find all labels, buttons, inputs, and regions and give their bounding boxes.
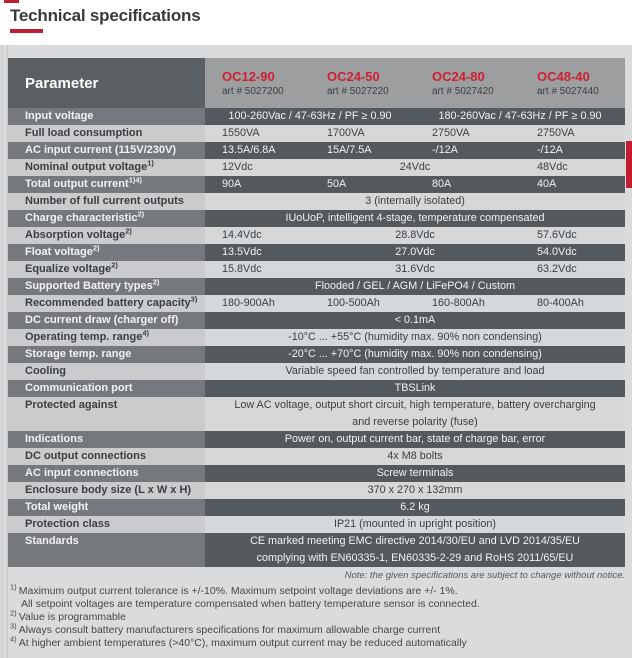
value-cell: 2750VA (537, 127, 575, 139)
table-row (8, 159, 625, 176)
row-label: Operating temp. range$^{4)}$ (8, 329, 205, 346)
row-values (205, 533, 625, 567)
row-values (205, 329, 625, 346)
row-label: Storage temp. range (8, 346, 205, 363)
row-label: Float voltage$^{2)}$ (8, 244, 205, 261)
table-row (8, 465, 625, 482)
model-column-oc48-40 (520, 58, 625, 108)
row-values (205, 465, 625, 482)
model-art-number: art # 5027420 (432, 85, 494, 97)
row-values (205, 346, 625, 363)
page-edge-decoration (0, 45, 8, 658)
table-row (8, 482, 625, 499)
model-art-number: art # 5027220 (327, 85, 389, 97)
footnote-line: $^{2)}$ Value is programmable (10, 608, 126, 623)
table-row (8, 210, 625, 227)
value-cell: -/12A (537, 144, 563, 156)
row-label: Indications (8, 431, 205, 448)
value-cell: 80-400Ah (537, 297, 584, 309)
row-label: Total output current$^{1)4)}$ (8, 176, 205, 193)
row-label: Cooling (8, 363, 205, 380)
table-row (8, 261, 625, 278)
table-row (8, 363, 625, 380)
table-row (8, 227, 625, 244)
top-white-band (0, 0, 632, 45)
row-values (205, 363, 625, 380)
row-values (205, 431, 625, 448)
value-cell: 2750VA (432, 127, 470, 139)
value-cell: -/12A (432, 144, 458, 156)
table-header (8, 58, 625, 108)
row-values (205, 380, 625, 397)
row-values (205, 516, 625, 533)
row-label: Equalize voltage$^{2)}$ (8, 261, 205, 278)
row-label: Number of full current outputs (8, 193, 205, 210)
value-cell: 13.5Vdc (222, 246, 262, 258)
row-label: Input voltage (8, 108, 205, 125)
spec-table (8, 58, 625, 567)
row-label: AC input connections (8, 465, 205, 482)
value-cell: 57.6Vdc (537, 229, 577, 241)
value-cell: 24Vdc (399, 161, 431, 173)
table-row (8, 397, 625, 431)
table-body (8, 108, 625, 567)
value-cell: 1550VA (222, 127, 260, 139)
row-label: Nominal output voltage$^{1)}$ (8, 159, 205, 176)
row-values (205, 176, 625, 193)
row-values (205, 278, 625, 295)
value-cell: -10°C ... +55°C (humidity max. 90% non condensing) (288, 331, 542, 343)
value-cell: 80A (432, 178, 452, 190)
row-values (205, 244, 625, 261)
value-cell: 3 (internally isolated) (365, 195, 465, 207)
value-cell: TBSLink (394, 382, 436, 394)
value-cell: 1700VA (327, 127, 365, 139)
row-label: Protected against (8, 397, 205, 431)
value-cell: Power on, output current bar, state of charge bar, error (284, 433, 546, 445)
row-values (205, 397, 625, 431)
value-cell: 40A (537, 178, 557, 190)
disclaimer-note: Note: the given specifications are subject to change without notice. (344, 570, 625, 581)
value-cell: 6.2 kg (400, 501, 430, 513)
row-label: Full load consumption (8, 125, 205, 142)
table-row (8, 295, 625, 312)
value-cell: Variable speed fan controlled by temperature and load (285, 365, 545, 377)
table-row (8, 142, 625, 159)
row-values (205, 108, 625, 125)
value-cell: 50A (327, 178, 347, 190)
row-label: Communication port (8, 380, 205, 397)
value-cell: CE marked meeting EMC directive 2014/30/EU and LVD 2014/35/EU complying with EN60335-1, EN60335-2-29 and RoHS 2011/65/EU (250, 535, 580, 564)
table-row (8, 312, 625, 329)
footnotes (10, 582, 480, 650)
table-row (8, 431, 625, 448)
row-values (205, 448, 625, 465)
model-column-oc12-90 (205, 58, 310, 108)
value-cell: 31.6Vdc (395, 263, 435, 275)
footnote-line: $^{4)}$ At higher ambient temperatures (>40°C), maximum output current may be reduced automatically (10, 634, 467, 649)
model-name: OC12-90 (222, 68, 275, 84)
page-title: Technical specifications (10, 6, 201, 25)
value-cell: 28.8Vdc (395, 229, 435, 241)
row-label: Recommended battery capacity$^{3)}$ (8, 295, 205, 312)
value-cell: 15.8Vdc (222, 263, 262, 275)
model-column-oc24-50 (310, 58, 415, 108)
row-label: DC current draw (charger off) (8, 312, 205, 329)
value-cell: 4x M8 bolts (387, 450, 443, 462)
value-cell: 100-260Vac / 47-63Hz / PF ≥ 0.90 (228, 110, 392, 122)
value-cell: 180-260Vac / 47-63Hz / PF ≥ 0.90 (438, 110, 602, 122)
row-label: Charge characteristic$^{2)}$ (8, 210, 205, 227)
model-art-number: art # 5027200 (222, 85, 284, 97)
row-values (205, 227, 625, 244)
row-values (205, 210, 625, 227)
row-label: AC input current (115V/230V) (8, 142, 205, 159)
row-values (205, 295, 625, 312)
footnote-line: $^{1)}$ Maximum output current tolerance is +/-10%. Maximum setpoint voltage deviations are +/- 1%. (10, 582, 458, 597)
value-cell: 12Vdc (222, 161, 253, 173)
model-column-oc24-80 (415, 58, 520, 108)
table-row (8, 329, 625, 346)
value-cell: IUoUoP, intelligent 4-stage, temperature compensated (285, 212, 545, 224)
value-cell: 15A/7.5A (327, 144, 372, 156)
row-label: Enclosure body size (L x W x H) (8, 482, 205, 499)
row-label: Absorption voltage$^{2)}$ (8, 227, 205, 244)
table-row (8, 278, 625, 295)
value-cell: 63.2Vdc (537, 263, 577, 275)
table-row (8, 499, 625, 516)
title-underline (10, 29, 43, 33)
red-edge-bar (626, 141, 632, 188)
value-cell: 370 x 270 x 132mm (367, 484, 463, 496)
value-cell: Screw terminals (376, 467, 454, 479)
row-values (205, 482, 625, 499)
row-values (205, 499, 625, 516)
row-values (205, 312, 625, 329)
model-art-number: art # 5027440 (537, 85, 599, 97)
table-row (8, 516, 625, 533)
parameter-header-cell: Parameter (8, 58, 205, 108)
value-cell: 90A (222, 178, 242, 190)
row-label: DC output connections (8, 448, 205, 465)
row-values (205, 159, 625, 176)
row-label: Total weight (8, 499, 205, 516)
row-values (205, 261, 625, 278)
table-row (8, 176, 625, 193)
row-values (205, 193, 625, 210)
table-row (8, 193, 625, 210)
value-cell: 160-800Ah (432, 297, 485, 309)
table-row (8, 244, 625, 261)
value-cell: Low AC voltage, output short circuit, high temperature, battery overcharging and reverse polarity (fuse) (234, 399, 596, 428)
value-cell: 54.0Vdc (537, 246, 577, 258)
value-cell: 180-900Ah (222, 297, 275, 309)
row-label: Supported Battery types$^{2)}$ (8, 278, 205, 295)
model-name: OC48-40 (537, 68, 590, 84)
footnote-line: $^{3)}$ Always consult battery manufacturers specifications for maximum allowable charge current (10, 621, 441, 636)
value-cell: Flooded / GEL / AGM / LiFePO4 / Custom (314, 280, 516, 292)
row-label: Standards (8, 533, 205, 567)
table-row (8, 108, 625, 125)
red-accent-sliver (4, 0, 19, 3)
value-cell: 13.5A/6.8A (222, 144, 276, 156)
table-row (8, 380, 625, 397)
model-name: OC24-50 (327, 68, 380, 84)
table-row (8, 125, 625, 142)
model-name: OC24-80 (432, 68, 485, 84)
row-label: Protection class (8, 516, 205, 533)
value-cell: 100-500Ah (327, 297, 380, 309)
footnote-line: All setpoint voltages are temperature compensated when battery temperature sensor is connected. (21, 598, 480, 610)
row-values (205, 125, 625, 142)
table-row (8, 448, 625, 465)
value-cell: IP21 (mounted in upright position) (333, 518, 497, 530)
value-cell: < 0.1mA (394, 314, 436, 326)
model-columns (205, 58, 625, 108)
value-cell: -20°C ... +70°C (humidity max. 90% non condensing) (288, 348, 542, 360)
row-values (205, 142, 625, 159)
table-row (8, 346, 625, 363)
value-cell: 14.4Vdc (222, 229, 262, 241)
table-row (8, 533, 625, 567)
value-cell: 48Vdc (537, 161, 568, 173)
value-cell: 27.0Vdc (395, 246, 435, 258)
